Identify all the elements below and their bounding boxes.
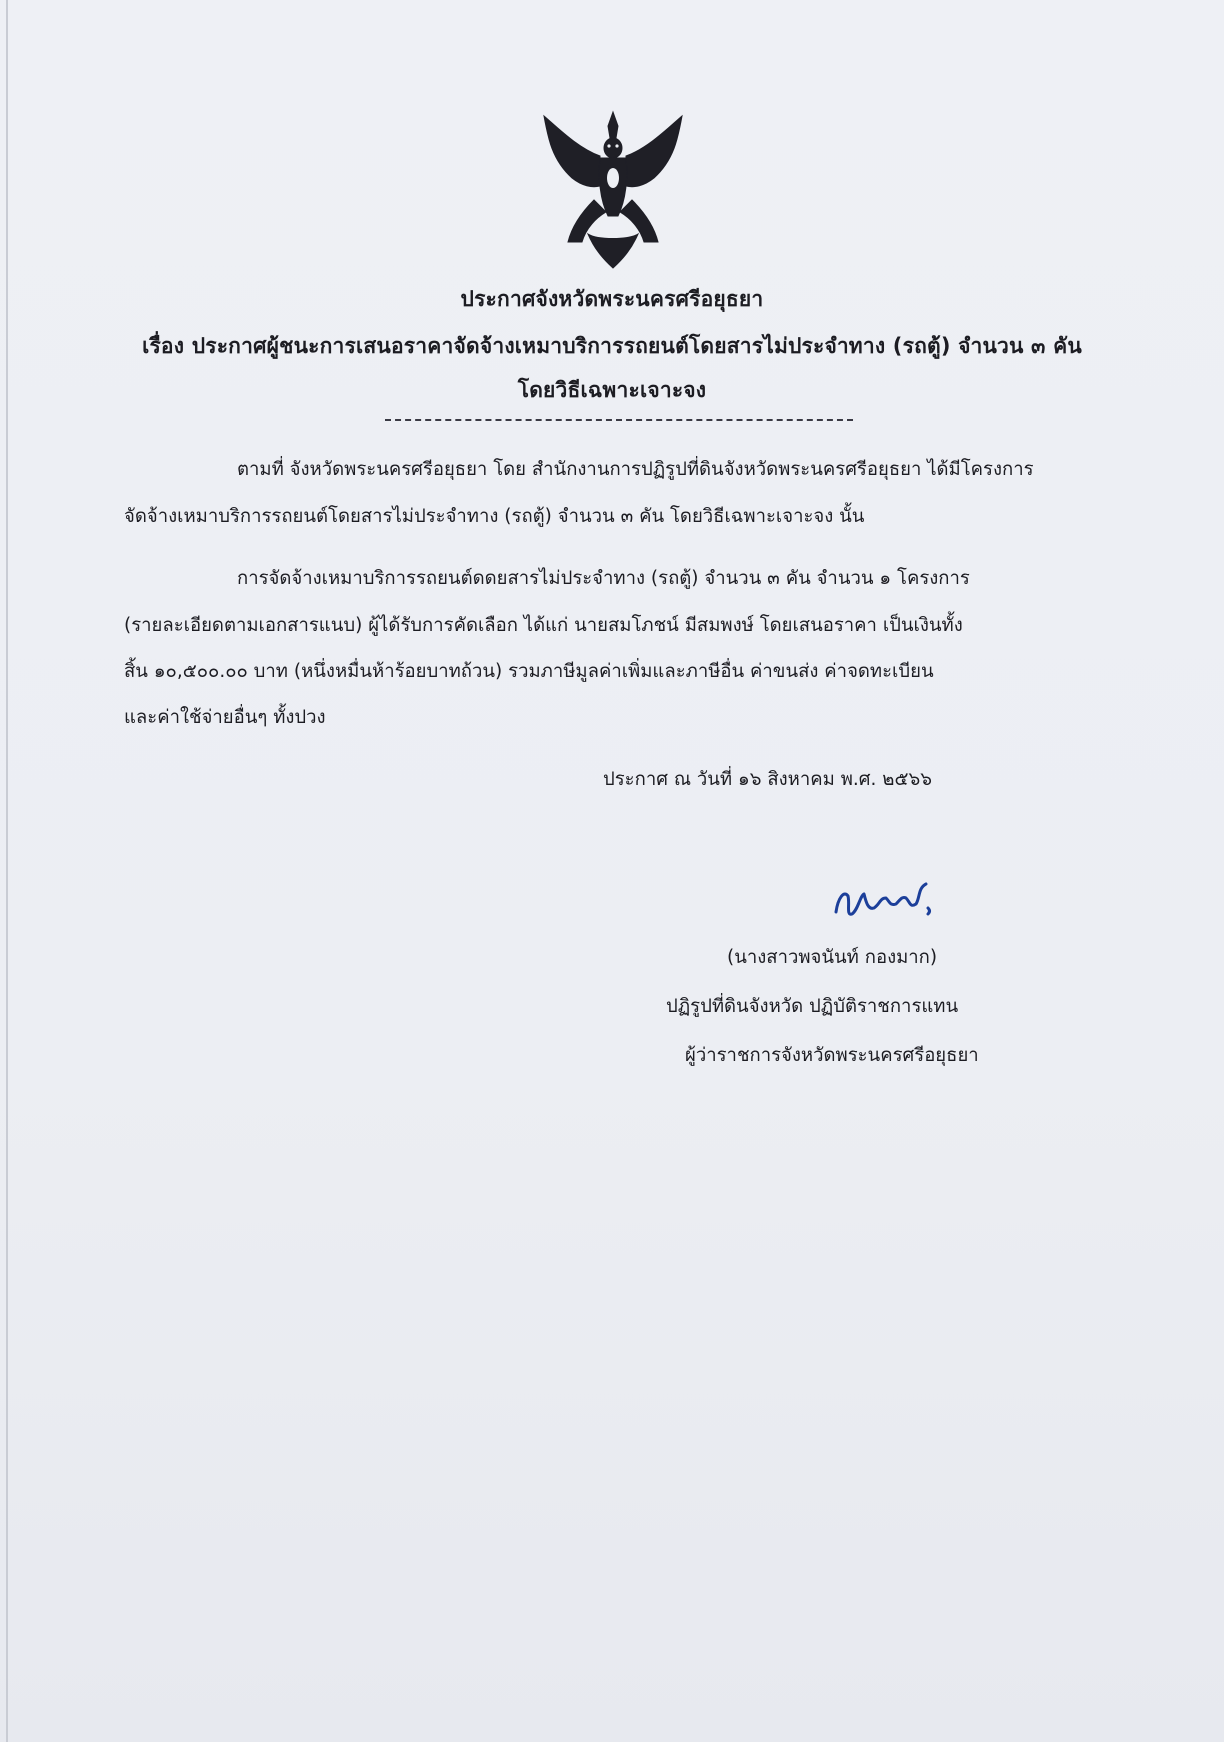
signer-name: (นางสาวพจนันท์ กองมาก) [727, 947, 938, 968]
garuda-emblem-icon [538, 108, 688, 276]
announcement-method: โดยวิธีเฉพาะเจาะจง [517, 378, 707, 402]
paragraph-2-line-1: การจัดจ้างเหมาบริการรถยนต์ดดยสารไม่ประจำทาง (รถตู้) จำนวน ๓ คัน จำนวน ๑ โครงการ [237, 568, 970, 589]
scan-edge-line [6, 0, 8, 1742]
paragraph-2-line-4: และค่าใช้จ่ายอื่นๆ ทั้งปวง [124, 707, 326, 728]
announcement-subject: เรื่อง ประกาศผู้ชนะการเสนอราคาจัดจ้างเหมาบริการรถยนต์โดยสารไม่ประจำทาง (รถตู้) จำนวน ๓ คัน [142, 334, 1082, 358]
paragraph-1-line-2: จัดจ้างเหมาบริการรถยนต์โดยสารไม่ประจำทาง (รถตู้) จำนวน ๓ คัน โดยวิธีเฉพาะเจาะจง นั้น [124, 506, 865, 527]
announcement-title: ประกาศจังหวัดพระนครศรีอยุธยา [460, 287, 764, 311]
dashed-separator [385, 419, 853, 421]
paragraph-1-line-1: ตามที่ จังหวัดพระนครศรีอยุธยา โดย สำนักงานการปฏิรูปที่ดินจังหวัดพระนครศรีอยุธยา ได้มีโครงการ [237, 459, 1034, 480]
paragraph-2-line-3: สิ้น ๑๐,๕๐๐.๐๐ บาท (หนึ่งหมื่นห้าร้อยบาทถ้วน) รวมภาษีมูลค่าเพิ่มและภาษีอื่น ค่าขนส่ง ค่าจดทะเบียน [124, 661, 934, 682]
paragraph-2-line-2: (รายละเอียดตามเอกสารแนบ) ผู้ได้รับการคัดเลือก ได้แก่ นายสมโภชน์ มีสมพงษ์ โดยเสนอราคา เป็นเงินทั้ง [124, 615, 963, 636]
handwritten-signature [830, 868, 940, 928]
signer-authority: ผู้ว่าราชการจังหวัดพระนครศรีอยุธยา [685, 1045, 979, 1066]
announcement-date: ประกาศ ณ วันที่ ๑๖ สิงหาคม พ.ศ. ๒๕๖๖ [603, 769, 932, 790]
signer-position: ปฏิรูปที่ดินจังหวัด ปฏิบัติราชการแทน [666, 996, 959, 1017]
